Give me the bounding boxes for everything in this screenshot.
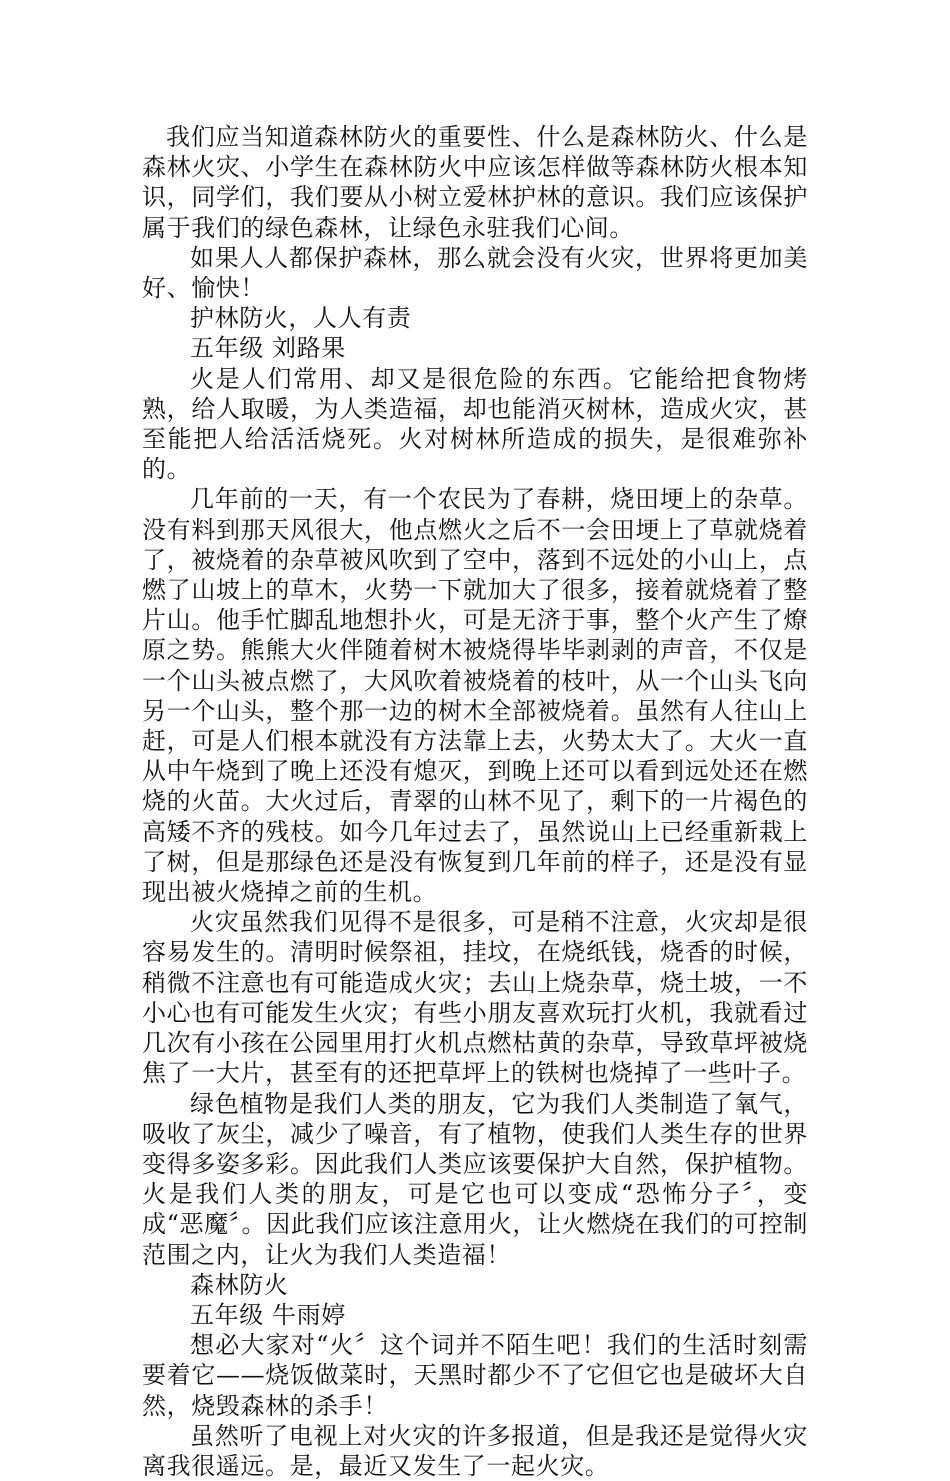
paragraph-farmer-story: 几年前的一天，有一个农民为了春耕，烧田埂上的杂草。没有料到那天风很大，他点燃火之后不一会田埂上了草就烧着了，被烧着的杂草被风吹到了空中，落到不远处的小山上，点燃了山坡上的草木，火势一下就加大了很多，接着就烧着了整片山。他手忙脚乱地想扑火，可是无济于事，整个火产生了燎原之势。熊熊大火伴随着树木被烧得毕毕剥剥的声音，不仅是一个山头被点燃了，大风吹着被烧着的枝叶，从一个山头飞向另一个山头，整个那一边的树木全部被烧着。虽然有人往山上赶，可是人们根本就没有方法靠上去，火势太大了。大火一直从中午烧到了晚上还没有熄灭，到晚上还可以看到远处还在燃烧的火苗。大火过后，青翠的山林不见了，剩下的一片褐色的高矮不齐的残枝。如今几年过去了，虽然说山上已经重新栽上了树，但是那绿色还是没有恢复到几年前的样子，还是没有显现出被火烧掉之前的生机。	[142, 485, 808, 907]
paragraph-protect-forest: 如果人人都保护森林，那么就会没有火灾，世界将更加美好、愉快！	[142, 243, 808, 303]
paragraph-recent-fire: 虽然听了电视上对火灾的许多报道，但是我还是觉得火灾离我很遥远。是，最近又发生了一起火灾。	[142, 1421, 808, 1480]
paragraph-fire-danger: 火是人们常用、却又是很危险的东西。它能给把食物烤熟，给人取暖，为人类造福，却也能消灭树林，造成火灾，甚至能把人给活活烧死。火对树林所造成的损失，是很难弥补的。	[142, 364, 808, 484]
essay-author-1: 五年级 刘路果	[190, 334, 346, 363]
paragraph-fire-causes: 火灾虽然我们见得不是很多，可是稍不注意，火灾却是很容易发生的。清明时候祭祖，挂坟，在烧纸钱，烧香的时候，稍微不注意也有可能造成火灾；去山上烧杂草，烧土坡，一不小心也有可能发生火灾；有些小朋友喜欢玩打火机，我就看过几次有小孩在公园里用打火机点燃枯黄的杂草，导致草坪被烧焦了一大片，甚至有的还把草坪上的铁树也烧掉了一些叶子。	[142, 908, 808, 1088]
essay-title-2: 森林防火	[190, 1270, 289, 1299]
paragraph-plants-friends: 绿色植物是我们人类的朋友，它为我们人类制造了氧气，吸收了灰尘，减少了噪音，有了植物，使我们人类生存的世界变得多姿多彩。因此我们人类应该要保护大自然，保护植物。火是我们人类的朋友，可是它也可以变成“恐怖分子〞，变成“恶魔〞。因此我们应该注意用火，让火燃烧在我们的可控制范围之内，让火为我们人类造福！	[142, 1089, 808, 1269]
essay-author-2: 五年级 牛雨婷	[190, 1300, 346, 1329]
document-body	[142, 122, 808, 1481]
essay-title-1: 护林防火，人人有责	[190, 304, 412, 333]
paragraph-fire-familiar: 想必大家对“火〞这个词并不陌生吧！我们的生活时刻需要着它——烧饭做菜时，天黑时都少不了它但它也是破坏大自然，烧毁森林的杀手！	[142, 1331, 808, 1420]
paragraph-intro: 我们应当知道森林防火的重要性、什么是森林防火、什么是森林火灾、小学生在森林防火中应该怎样做等森林防火根本知识，同学们，我们要从小树立爱林护林的意识。我们应该保护属于我们的绿色森林，让绿色永驻我们心间。	[142, 123, 808, 242]
